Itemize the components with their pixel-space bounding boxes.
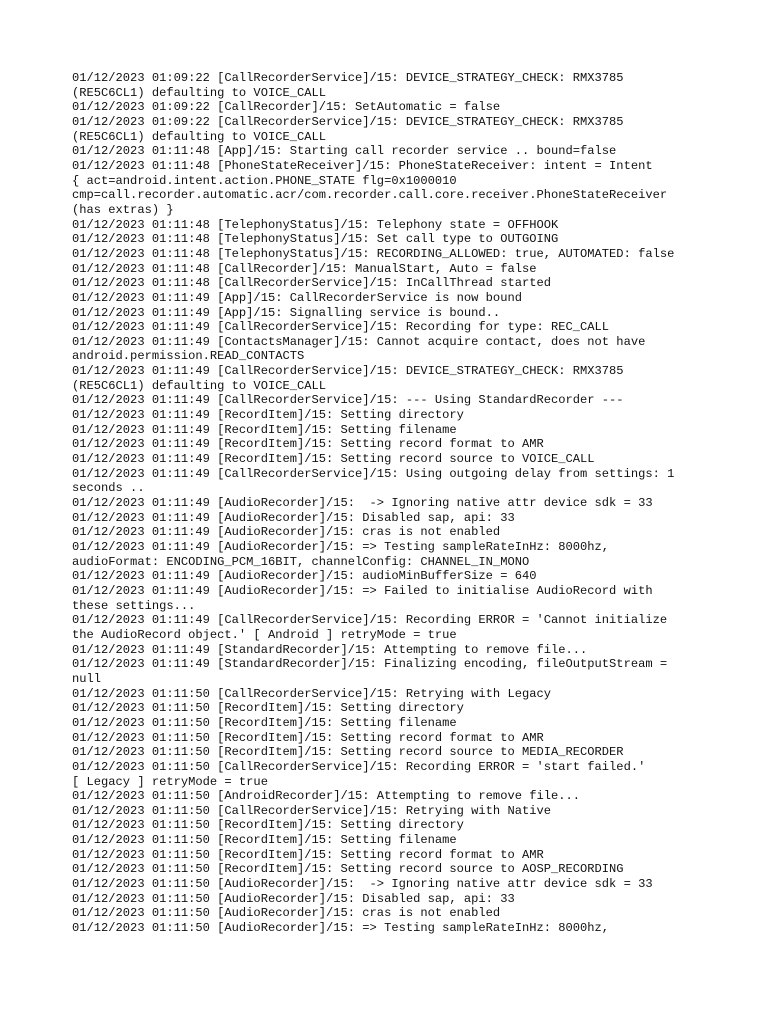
log-line: 01/12/2023 01:11:49 [RecordItem]/15: Setting filename <box>72 422 457 437</box>
log-document <box>72 71 722 936</box>
log-line: 01/12/2023 01:11:50 [AudioRecorder]/15: => Testing sampleRateInHz: 8000hz, <box>72 921 610 936</box>
log-line: the AudioRecord object.' [ Android ] retryMode = true <box>72 627 457 642</box>
log-line: 01/12/2023 01:09:22 [CallRecorderService]/15: DEVICE_STRATEGY_CHECK: RMX3785 <box>72 71 624 85</box>
log-line: 01/12/2023 01:11:49 [StandardRecorder]/15: Attempting to remove file... <box>72 642 588 657</box>
log-line: 01/12/2023 01:11:49 [AudioRecorder]/15: -> Ignoring native attr device sdk = 33 <box>72 496 653 511</box>
log-line: (RE5C6CL1) defaulting to VOICE_CALL <box>72 85 327 100</box>
log-line: these settings... <box>72 598 196 613</box>
log-line: 01/12/2023 01:11:48 [CallRecorderService]/15: InCallThread started <box>72 276 551 291</box>
log-line: 01/12/2023 01:11:48 [App]/15: Starting call recorder service .. bound=false <box>72 144 617 159</box>
log-line: 01/12/2023 01:11:50 [CallRecorderService]/15: Recording ERROR = 'start failed.' <box>72 759 646 774</box>
log-line: (has extras) } <box>72 202 174 217</box>
log-line: 01/12/2023 01:11:49 [RecordItem]/15: Setting record source to VOICE_CALL <box>72 452 595 467</box>
log-line: 01/12/2023 01:11:48 [TelephonyStatus]/15: Telephony state = OFFHOOK <box>72 217 559 232</box>
log-line: 01/12/2023 01:11:50 [RecordItem]/15: Setting record format to AMR <box>72 847 544 862</box>
log-line: 01/12/2023 01:11:50 [AudioRecorder]/15: -> Ignoring native attr device sdk = 33 <box>72 877 653 892</box>
log-line: 01/12/2023 01:11:49 [RecordItem]/15: Setting record format to AMR <box>72 437 544 452</box>
log-line: 01/12/2023 01:11:49 [CallRecorderService]/15: DEVICE_STRATEGY_CHECK: RMX3785 <box>72 364 624 379</box>
log-line: 01/12/2023 01:11:49 [App]/15: CallRecorderService is now bound <box>72 290 522 305</box>
log-line: (RE5C6CL1) defaulting to VOICE_CALL <box>72 378 327 393</box>
log-line: 01/12/2023 01:11:50 [RecordItem]/15: Setting filename <box>72 833 457 848</box>
log-line: 01/12/2023 01:11:49 [RecordItem]/15: Setting directory <box>72 408 464 423</box>
log-line: 01/12/2023 01:11:49 [AudioRecorder]/15: cras is not enabled <box>72 525 501 540</box>
log-line: 01/12/2023 01:11:49 [ContactsManager]/15: Cannot acquire contact, does not have <box>72 334 646 349</box>
log-line: 01/12/2023 01:11:50 [AudioRecorder]/15: Disabled sap, api: 33 <box>72 891 515 906</box>
log-line: 01/12/2023 01:11:48 [TelephonyStatus]/15: Set call type to OUTGOING <box>72 232 559 247</box>
log-line: 01/12/2023 01:11:50 [RecordItem]/15: Setting filename <box>72 715 457 730</box>
log-line: 01/12/2023 01:11:50 [AudioRecorder]/15: cras is not enabled <box>72 906 501 921</box>
log-line: 01/12/2023 01:11:49 [CallRecorderService]/15: Recording ERROR = 'Cannot initialize <box>72 613 668 628</box>
log-line: 01/12/2023 01:11:48 [PhoneStateReceiver]/15: PhoneStateReceiver: intent = Intent <box>72 158 653 173</box>
log-line: cmp=call.recorder.automatic.acr/com.recorder.call.core.receiver.PhoneStateReceiver <box>72 188 668 203</box>
log-line: [ Legacy ] retryMode = true <box>72 774 268 789</box>
log-line: audioFormat: ENCODING_PCM_16BIT, channelConfig: CHANNEL_IN_MONO <box>72 554 530 569</box>
log-line: (RE5C6CL1) defaulting to VOICE_CALL <box>72 129 327 144</box>
log-line: 01/12/2023 01:09:22 [CallRecorder]/15: SetAutomatic = false <box>72 100 501 115</box>
log-line: 01/12/2023 01:11:50 [RecordItem]/15: Setting directory <box>72 701 464 716</box>
log-line: 01/12/2023 01:11:49 [CallRecorderService]/15: Recording for type: REC_CALL <box>72 320 610 335</box>
log-line: 01/12/2023 01:11:49 [AudioRecorder]/15: Disabled sap, api: 33 <box>72 510 515 525</box>
log-line: 01/12/2023 01:11:49 [CallRecorderService]/15: Using outgoing delay from settings: 1 <box>72 466 675 481</box>
log-line: 01/12/2023 01:11:49 [App]/15: Signalling service is bound.. <box>72 305 501 320</box>
log-line: 01/12/2023 01:11:50 [RecordItem]/15: Setting record format to AMR <box>72 730 544 745</box>
log-line: 01/12/2023 01:11:50 [AndroidRecorder]/15: Attempting to remove file... <box>72 789 581 804</box>
log-line: android.permission.READ_CONTACTS <box>72 349 305 364</box>
log-line: 01/12/2023 01:11:50 [CallRecorderService]/15: Retrying with Native <box>72 803 551 818</box>
log-line: 01/12/2023 01:11:49 [AudioRecorder]/15: => Testing sampleRateInHz: 8000hz, <box>72 540 610 554</box>
log-line: 01/12/2023 01:11:48 [TelephonyStatus]/15: RECORDING_ALLOWED: true, AUTOMATED: false <box>72 246 675 261</box>
log-line: 01/12/2023 01:09:22 [CallRecorderService]/15: DEVICE_STRATEGY_CHECK: RMX3785 <box>72 114 624 129</box>
log-line: 01/12/2023 01:11:49 [CallRecorderService]/15: --- Using StandardRecorder --- <box>72 393 624 408</box>
log-line: { act=android.intent.action.PHONE_STATE flg=0x1000010 <box>72 173 457 188</box>
log-line: null <box>72 671 102 686</box>
log-line: 01/12/2023 01:11:48 [CallRecorder]/15: ManualStart, Auto = false <box>72 261 537 276</box>
log-line: 01/12/2023 01:11:50 [RecordItem]/15: Setting directory <box>72 818 464 833</box>
log-line: 01/12/2023 01:11:50 [CallRecorderService]/15: Retrying with Legacy <box>72 686 551 701</box>
log-line: 01/12/2023 01:11:50 [RecordItem]/15: Setting record source to AOSP_RECORDING <box>72 862 624 877</box>
log-line: 01/12/2023 01:11:49 [AudioRecorder]/15: audioMinBufferSize = 640 <box>72 569 537 584</box>
log-line: 01/12/2023 01:11:50 [RecordItem]/15: Setting record source to MEDIA_RECORDER <box>72 745 624 760</box>
log-line: 01/12/2023 01:11:49 [AudioRecorder]/15: => Failed to initialise AudioRecord with <box>72 583 653 598</box>
log-line: seconds .. <box>72 481 145 496</box>
log-line: 01/12/2023 01:11:49 [StandardRecorder]/15: Finalizing encoding, fileOutputStream = <box>72 657 668 672</box>
